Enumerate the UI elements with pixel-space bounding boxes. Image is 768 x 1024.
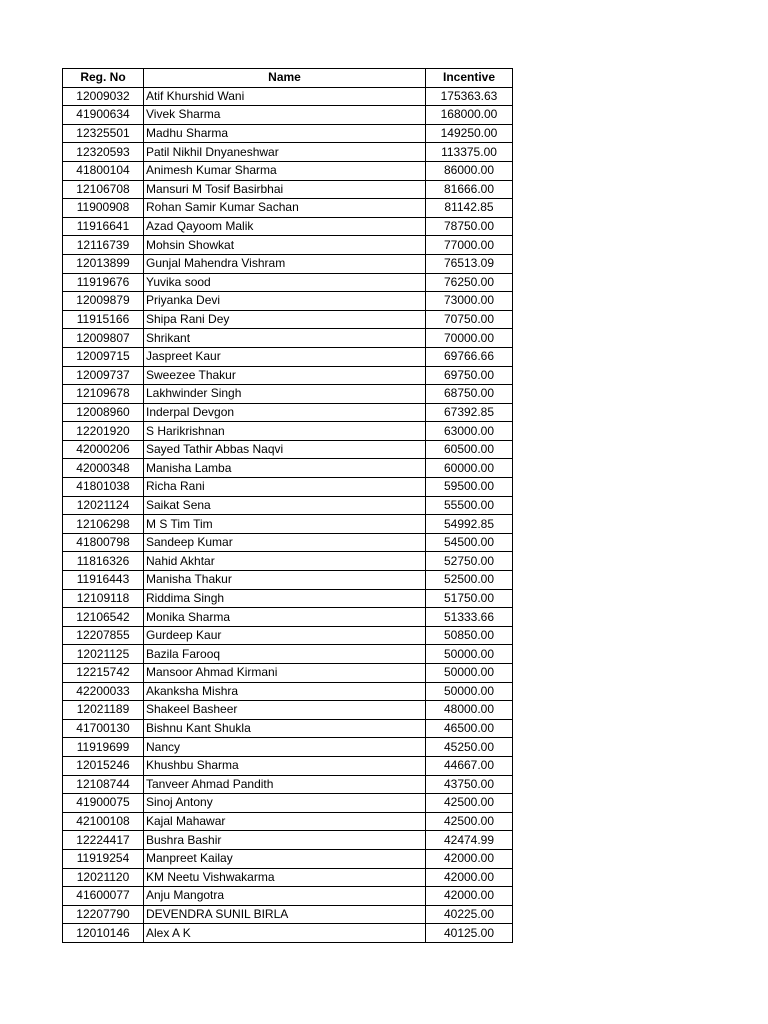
table-row	[63, 106, 513, 125]
cell-name: Nancy	[144, 738, 426, 757]
table-row	[63, 552, 513, 571]
cell-incentive: 69750.00	[426, 366, 513, 385]
cell-incentive: 42000.00	[426, 887, 513, 906]
header-row	[63, 69, 513, 88]
cell-reg-no: 11916443	[63, 571, 144, 590]
cell-incentive: 73000.00	[426, 292, 513, 311]
cell-reg-no: 12021120	[63, 868, 144, 887]
table-row	[63, 571, 513, 590]
cell-name: Nahid Akhtar	[144, 552, 426, 571]
table-row	[63, 868, 513, 887]
cell-reg-no: 42200033	[63, 682, 144, 701]
cell-name: Sinoj Antony	[144, 794, 426, 813]
cell-incentive: 42000.00	[426, 849, 513, 868]
cell-name: Bushra Bashir	[144, 831, 426, 850]
cell-incentive: 76250.00	[426, 273, 513, 292]
table-row	[63, 143, 513, 162]
cell-incentive: 70750.00	[426, 310, 513, 329]
cell-incentive: 44667.00	[426, 756, 513, 775]
cell-name: Vivek Sharma	[144, 106, 426, 125]
cell-name: Mansuri M Tosif Basirbhai	[144, 180, 426, 199]
table-row	[63, 887, 513, 906]
cell-name: Mansoor Ahmad Kirmani	[144, 664, 426, 683]
cell-incentive: 50000.00	[426, 682, 513, 701]
table-row	[63, 515, 513, 534]
cell-incentive: 42500.00	[426, 794, 513, 813]
cell-reg-no: 12325501	[63, 124, 144, 143]
table-row	[63, 385, 513, 404]
cell-incentive: 52500.00	[426, 571, 513, 590]
cell-name: Atif Khurshid Wani	[144, 87, 426, 106]
cell-name: Sweezee Thakur	[144, 366, 426, 385]
cell-reg-no: 11900908	[63, 199, 144, 218]
table-row	[63, 199, 513, 218]
cell-incentive: 67392.85	[426, 403, 513, 422]
cell-incentive: 40225.00	[426, 905, 513, 924]
cell-name: Animesh Kumar Sharma	[144, 161, 426, 180]
cell-reg-no: 41600077	[63, 887, 144, 906]
table-row	[63, 180, 513, 199]
table-row	[63, 273, 513, 292]
cell-reg-no: 11919254	[63, 849, 144, 868]
table-row	[63, 329, 513, 348]
cell-reg-no: 12009807	[63, 329, 144, 348]
cell-incentive: 69766.66	[426, 347, 513, 366]
table-row	[63, 645, 513, 664]
cell-name: Shrikant	[144, 329, 426, 348]
cell-name: Jaspreet Kaur	[144, 347, 426, 366]
cell-incentive: 70000.00	[426, 329, 513, 348]
cell-name: Riddima Singh	[144, 589, 426, 608]
cell-name: Manpreet Kailay	[144, 849, 426, 868]
cell-reg-no: 12009715	[63, 347, 144, 366]
cell-name: Mohsin Showkat	[144, 236, 426, 255]
cell-name: Sandeep Kumar	[144, 533, 426, 552]
table-row	[63, 403, 513, 422]
header-incentive: Incentive	[426, 69, 513, 88]
table-row	[63, 366, 513, 385]
cell-incentive: 78750.00	[426, 217, 513, 236]
cell-reg-no: 11919676	[63, 273, 144, 292]
table-row	[63, 849, 513, 868]
cell-incentive: 43750.00	[426, 775, 513, 794]
table-row	[63, 347, 513, 366]
table-row	[63, 701, 513, 720]
cell-incentive: 175363.63	[426, 87, 513, 106]
cell-reg-no: 41900634	[63, 106, 144, 125]
cell-incentive: 81142.85	[426, 199, 513, 218]
cell-reg-no: 12009879	[63, 292, 144, 311]
cell-reg-no: 12009737	[63, 366, 144, 385]
cell-name: Gunjal Mahendra Vishram	[144, 254, 426, 273]
cell-reg-no: 12009032	[63, 87, 144, 106]
cell-reg-no: 12109678	[63, 385, 144, 404]
cell-name: Monika Sharma	[144, 608, 426, 627]
table-row	[63, 608, 513, 627]
cell-reg-no: 12021125	[63, 645, 144, 664]
cell-name: Manisha Lamba	[144, 459, 426, 478]
cell-incentive: 54500.00	[426, 533, 513, 552]
cell-incentive: 54992.85	[426, 515, 513, 534]
cell-name: Bazila Farooq	[144, 645, 426, 664]
cell-name: Saikat Sena	[144, 496, 426, 515]
table-row	[63, 589, 513, 608]
cell-reg-no: 41900075	[63, 794, 144, 813]
table-row	[63, 831, 513, 850]
cell-name: DEVENDRA SUNIL BIRLA	[144, 905, 426, 924]
table-row	[63, 87, 513, 106]
cell-name: Shipa Rani Dey	[144, 310, 426, 329]
cell-name: Patil Nikhil Dnyaneshwar	[144, 143, 426, 162]
cell-incentive: 40125.00	[426, 924, 513, 943]
cell-reg-no: 11915166	[63, 310, 144, 329]
cell-name: Azad Qayoom Malik	[144, 217, 426, 236]
cell-reg-no: 12207855	[63, 626, 144, 645]
cell-name: Tanveer Ahmad Pandith	[144, 775, 426, 794]
cell-name: Akanksha Mishra	[144, 682, 426, 701]
table-row	[63, 756, 513, 775]
cell-name: Rohan Samir Kumar Sachan	[144, 199, 426, 218]
cell-name: S Harikrishnan	[144, 422, 426, 441]
cell-reg-no: 12021124	[63, 496, 144, 515]
cell-name: Inderpal Devgon	[144, 403, 426, 422]
cell-name: Lakhwinder Singh	[144, 385, 426, 404]
table-row	[63, 440, 513, 459]
cell-reg-no: 12021189	[63, 701, 144, 720]
table-row	[63, 236, 513, 255]
cell-reg-no: 41800104	[63, 161, 144, 180]
table-row	[63, 626, 513, 645]
cell-incentive: 50850.00	[426, 626, 513, 645]
cell-incentive: 77000.00	[426, 236, 513, 255]
incentive-table	[62, 68, 513, 943]
cell-incentive: 51333.66	[426, 608, 513, 627]
cell-name: KM Neetu Vishwakarma	[144, 868, 426, 887]
cell-reg-no: 41700130	[63, 719, 144, 738]
table-row	[63, 924, 513, 943]
cell-reg-no: 11816326	[63, 552, 144, 571]
cell-name: Kajal Mahawar	[144, 812, 426, 831]
cell-incentive: 42000.00	[426, 868, 513, 887]
cell-name: Manisha Thakur	[144, 571, 426, 590]
cell-name: Sayed Tathir Abbas Naqvi	[144, 440, 426, 459]
cell-reg-no: 12106542	[63, 608, 144, 627]
cell-incentive: 42474.99	[426, 831, 513, 850]
cell-incentive: 168000.00	[426, 106, 513, 125]
cell-incentive: 59500.00	[426, 478, 513, 497]
cell-reg-no: 11919699	[63, 738, 144, 757]
cell-reg-no: 12215742	[63, 664, 144, 683]
cell-incentive: 50000.00	[426, 664, 513, 683]
cell-incentive: 51750.00	[426, 589, 513, 608]
table-row	[63, 459, 513, 478]
cell-name: M S Tim Tim	[144, 515, 426, 534]
cell-incentive: 149250.00	[426, 124, 513, 143]
table-row	[63, 292, 513, 311]
cell-incentive: 68750.00	[426, 385, 513, 404]
table-row	[63, 719, 513, 738]
cell-reg-no: 42000206	[63, 440, 144, 459]
cell-reg-no: 12008960	[63, 403, 144, 422]
cell-reg-no: 12201920	[63, 422, 144, 441]
header-name: Name	[144, 69, 426, 88]
table-row	[63, 682, 513, 701]
cell-reg-no: 12207790	[63, 905, 144, 924]
table-row	[63, 533, 513, 552]
table-row	[63, 794, 513, 813]
cell-reg-no: 12015246	[63, 756, 144, 775]
cell-name: Bishnu Kant Shukla	[144, 719, 426, 738]
table-row	[63, 775, 513, 794]
cell-reg-no: 12010146	[63, 924, 144, 943]
cell-reg-no: 12106298	[63, 515, 144, 534]
cell-incentive: 52750.00	[426, 552, 513, 571]
cell-name: Anju Mangotra	[144, 887, 426, 906]
cell-name: Richa Rani	[144, 478, 426, 497]
cell-reg-no: 41801038	[63, 478, 144, 497]
cell-reg-no: 41800798	[63, 533, 144, 552]
table-row	[63, 496, 513, 515]
table-row	[63, 478, 513, 497]
cell-reg-no: 12224417	[63, 831, 144, 850]
cell-incentive: 46500.00	[426, 719, 513, 738]
cell-incentive: 55500.00	[426, 496, 513, 515]
cell-reg-no: 11916641	[63, 217, 144, 236]
cell-reg-no: 42000348	[63, 459, 144, 478]
cell-incentive: 63000.00	[426, 422, 513, 441]
table-row	[63, 664, 513, 683]
header-reg-no: Reg. No	[63, 69, 144, 88]
cell-reg-no: 12108744	[63, 775, 144, 794]
cell-incentive: 42500.00	[426, 812, 513, 831]
table-row	[63, 905, 513, 924]
table-row	[63, 217, 513, 236]
cell-incentive: 45250.00	[426, 738, 513, 757]
cell-incentive: 113375.00	[426, 143, 513, 162]
table-row	[63, 124, 513, 143]
cell-reg-no: 42100108	[63, 812, 144, 831]
cell-incentive: 60000.00	[426, 459, 513, 478]
cell-reg-no: 12320593	[63, 143, 144, 162]
table-row	[63, 254, 513, 273]
table-row	[63, 738, 513, 757]
cell-incentive: 86000.00	[426, 161, 513, 180]
table-row	[63, 812, 513, 831]
cell-name: Alex A K	[144, 924, 426, 943]
cell-name: Khushbu Sharma	[144, 756, 426, 775]
cell-name: Yuvika sood	[144, 273, 426, 292]
cell-name: Madhu Sharma	[144, 124, 426, 143]
cell-reg-no: 12106708	[63, 180, 144, 199]
table-row	[63, 161, 513, 180]
table-row	[63, 310, 513, 329]
cell-reg-no: 12109118	[63, 589, 144, 608]
cell-incentive: 81666.00	[426, 180, 513, 199]
table-body	[63, 87, 513, 942]
cell-incentive: 48000.00	[426, 701, 513, 720]
cell-reg-no: 12116739	[63, 236, 144, 255]
cell-incentive: 60500.00	[426, 440, 513, 459]
cell-incentive: 50000.00	[426, 645, 513, 664]
table-row	[63, 422, 513, 441]
cell-name: Gurdeep Kaur	[144, 626, 426, 645]
cell-name: Shakeel Basheer	[144, 701, 426, 720]
cell-name: Priyanka Devi	[144, 292, 426, 311]
cell-reg-no: 12013899	[63, 254, 144, 273]
cell-incentive: 76513.09	[426, 254, 513, 273]
